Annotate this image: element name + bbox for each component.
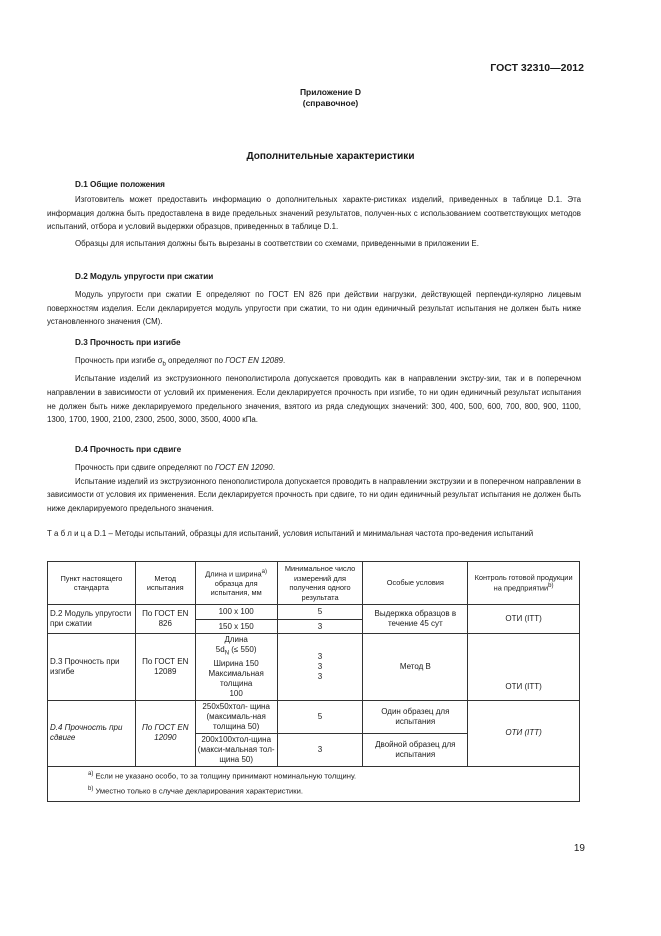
- appendix-title: Приложение D: [299, 87, 362, 97]
- cell-method: По ГОСТ EN 826: [135, 605, 195, 634]
- section-d3-paragraph: Прочность при изгибе $\sigma_b$ определяют по ГОСТ EN 12089.: [75, 356, 286, 368]
- header-point: Пункт настоящего стандарта: [48, 562, 136, 605]
- section-d3-heading: D.3 Прочность при изгибе: [75, 338, 181, 347]
- cell-count: 5: [277, 700, 363, 733]
- cell-control: ОТИ (ITT): [468, 700, 580, 766]
- cell-count: 5: [277, 605, 363, 620]
- section-d1-heading: D.1 Общие положения: [75, 180, 165, 189]
- header-conditions: Особые условия: [363, 562, 468, 605]
- table-header-row: [48, 562, 580, 605]
- header-min-count: Минимальное число измерений для получения одного результата: [277, 562, 363, 605]
- document-standard-number: ГОСТ 32310—2012: [490, 62, 584, 74]
- header-size: Длина и ширина$^{a)}$ образца для испытания, мм: [195, 562, 277, 605]
- header-control: Контроль готовой продукции на предприятии$^{b)}$: [468, 562, 580, 605]
- cell-point: D.3 Прочность при изгибе: [48, 634, 136, 701]
- footnotes-cell: [48, 766, 580, 801]
- main-title: Дополнительные характеристики: [246, 151, 415, 162]
- cell-size: 150 х 150: [195, 620, 277, 634]
- cell-point: D.2 Модуль упругости при сжатии: [48, 605, 136, 634]
- cell-count: 3: [277, 620, 363, 634]
- cell-conditions: Один образец для испытания: [363, 700, 468, 733]
- appendix-subtitle: (справочное): [302, 98, 359, 108]
- table-d1: [47, 561, 580, 802]
- table-row: [48, 634, 580, 701]
- cell-method: По ГОСТ EN 12090: [135, 700, 195, 766]
- section-d3-body: [47, 354, 581, 427]
- cell-control: ОТИ (ITT): [468, 605, 580, 634]
- cell-conditions: Двойной образец для испытания: [363, 733, 468, 766]
- cell-count: 3 3 3: [277, 634, 363, 701]
- section-d2-paragraph: Модуль упругости при сжатии E определяют по ГОСТ EN 826 при действии нагрузки, действующей перпенди-кулярно лицевым поверхностям изделия. Если декларируется модуль упругости при сжатии, то ни один единичный результат испытания не должен быть ниже установленного значения (CM).: [47, 290, 581, 327]
- table-footnotes: [48, 766, 580, 801]
- section-d2-body: [47, 288, 581, 329]
- section-d1-paragraph: Изготовитель может предоставить информацию о дополнительных характе-ристиках изделий, приведенных в таблице D.1. Эта информация должна быть предоставлена в виде предельных значений результатов, получен-ных с использованием соответствующих методов испытаний, отбора и условий выдержки образцов, приведенных в таблице D.1.: [47, 195, 581, 232]
- table-caption: Т а б л и ц а D.1 – Методы испытаний, образцы для испытаний, условия испытаний и минимальная частота про-ведения испытаний: [47, 529, 534, 538]
- cell-size: Длина $5d_N$ (≤ 550) Ширина 150 Максимальная толщина 100: [195, 634, 277, 701]
- cell-method: По ГОСТ EN 12089: [135, 634, 195, 701]
- cell-conditions: Метод В: [363, 634, 468, 701]
- header-method: Метод испытания: [135, 562, 195, 605]
- footnote-b: $^{b)}$ Уместно только в случае декларирования характеристики.: [88, 786, 303, 796]
- footnote-a: $^{a)}$ Если не указано особо, то за толщину принимают номинальную толщину.: [88, 770, 357, 781]
- section-d3-paragraph-2: Испытание изделий из экструзионного пенополистирола допускается проводить как в направлении экстру-зии, так и в поперечном направлении в зависимости от условий их применения. Если декларируется прочность при изгибе, то ни один единичный результат испытания не должен быть ниже декларируемого предельного значения, взятого из ряда следующих значений: 300, 400, 500, 600, 700, 800, 900, 1100, 1300, 1700, 1900, 2100, 2300, 2500, 3000, 3500, 4000 кПа.: [47, 374, 581, 425]
- cell-count: 3: [277, 733, 363, 766]
- page-number: 19: [573, 843, 585, 854]
- section-d1-body: [47, 193, 581, 251]
- cell-control: ОТИ (ITT): [468, 634, 580, 701]
- cell-size: 250х50хтол- щина (максималь-ная толщина 50): [195, 700, 277, 733]
- section-d4-paragraph: Прочность при сдвиге определяют по ГОСТ EN 12090.: [75, 463, 275, 472]
- cell-size: 200х100хтол-щина (макси-мальная тол-щина 50): [195, 733, 277, 766]
- table-row: [48, 700, 580, 733]
- section-d4-body: [47, 461, 581, 516]
- cell-point: D.4 Прочность при сдвиге: [48, 700, 136, 766]
- table-row: [48, 605, 580, 620]
- cell-size: 100 х 100: [195, 605, 277, 620]
- standard-reference-link: ГОСТ EN 12089: [225, 356, 283, 365]
- cell-conditions: Выдержка образцов в течение 45 сут: [363, 605, 468, 634]
- section-d4-heading: D.4 Прочность при сдвиге: [75, 445, 182, 454]
- section-d4-paragraph-2: Испытание изделий из экструзионного пенополистирола допускается проводить в направлении экструзии и в поперечном направлении в зависимости от условия их применения. Если декларируется прочность при сдвиге, то ни один единичный результат испытания не должен быть ниже декларируемого предельного значения.: [47, 476, 581, 514]
- standard-reference-link: ГОСТ EN 12090: [214, 463, 273, 472]
- section-d1-paragraph-2: Образцы для испытания должны быть вырезаны в соответствии со схемами, приведенными в приложении Е.: [75, 239, 479, 249]
- section-d2-heading: D.2 Модуль упругости при сжатии: [75, 272, 214, 281]
